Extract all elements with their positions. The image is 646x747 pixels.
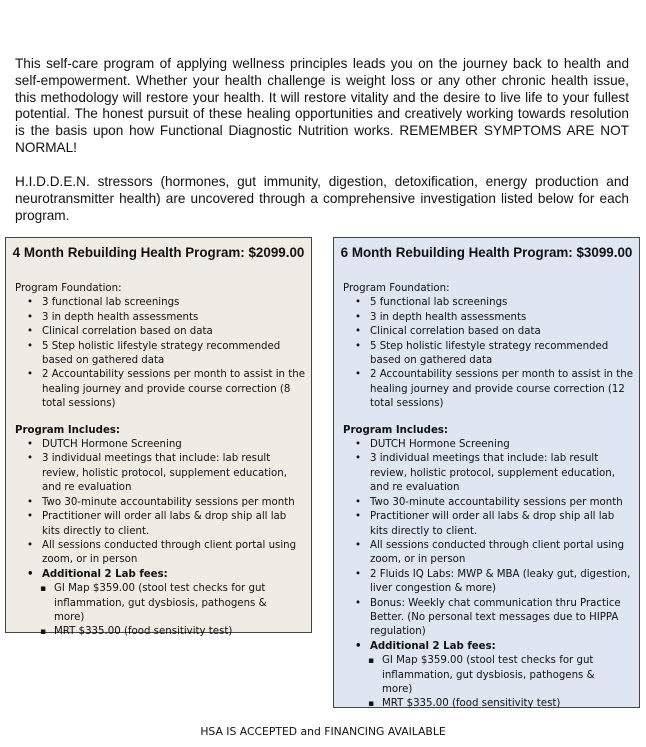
- additional-lab-fees-label: [6, 568, 311, 640]
- list-item: • 2 Accountability sessions per month to assist in the healing journey and provide course correction (12 total sessions): [334, 368, 639, 411]
- list-item: • Bonus: Weekly chat communication thru Practice Better. (No personal text messages due to HIPPA regulation): [334, 597, 639, 640]
- list-item: • Two 30-minute accountability sessions per month: [6, 496, 311, 510]
- list-item: ▪ MRT $335.00 (food sensitivity test): [6, 625, 305, 639]
- additional-label-text: Additional 2 Lab fees:: [42, 568, 168, 580]
- includes-label: Program Includes:: [343, 424, 449, 436]
- program-title: 6 Month Rebuilding Health Program: $3099.00: [340, 245, 633, 260]
- list-item: • 3 functional lab screenings: [6, 296, 311, 310]
- list-item: • All sessions conducted through client portal using zoom, or in person: [334, 539, 639, 568]
- foundation-label: Program Foundation:: [343, 283, 450, 294]
- intro-paragraph: This self-care program of applying wellness principles leads you on the journey back to health and self-empowerment. Whether your health challenge is weight loss or any other chronic health issue, this methodology will restore your health. It will restore vitality and the desire to live life to your fullest potential. The honest pursuit of these healing opportunities and creatively working towards resolution is the basis upon how Functional Diagnostic Nutrition works. REMEMBER SYMPTOMS ARE NOT NORMAL!: [15, 56, 629, 155]
- program-card-6-month: [333, 237, 640, 708]
- additional-label-text: Additional 2 Lab fees:: [370, 640, 496, 652]
- list-item: ▪ MRT $335.00 (food sensitivity test): [334, 697, 633, 711]
- lab-fees-list: [6, 582, 305, 640]
- includes-label: Program Includes:: [15, 424, 121, 436]
- list-item: • Two 30-minute accountability sessions per month: [334, 496, 639, 510]
- lab-fees-list: [334, 654, 633, 712]
- includes-list: [6, 438, 311, 640]
- hidden-stressors-paragraph: H.I.D.D.E.N. stressors (hormones, gut immunity, digestion, detoxification, energy production and neurotransmitter health) are uncovered through a comprehensive investigation listed below for each program.: [15, 174, 629, 223]
- list-item: • 3 individual meetings that include: lab result review, holistic protocol, supplement education, and re evaluation: [334, 452, 639, 495]
- list-item: ▪ GI Map $359.00 (stool test checks for gut inflammation, gut dysbiosis, pathogens & more): [334, 654, 633, 697]
- list-item: ▪ GI Map $359.00 (stool test checks for gut inflammation, gut dysbiosis, pathogens & more): [6, 582, 305, 625]
- program-title: 4 Month Rebuilding Health Program: $2099.00: [12, 245, 305, 260]
- list-item: • 2 Accountability sessions per month to assist in the healing journey and provide course correction (8 total sessions): [6, 368, 311, 411]
- list-item: • 5 functional lab screenings: [334, 296, 639, 310]
- list-item: • DUTCH Hormone Screening: [334, 438, 639, 452]
- list-item: • 5 Step holistic lifestyle strategy recommended based on gathered data: [334, 340, 639, 369]
- list-item: • Practitioner will order all labs & drop ship all lab kits directly to client.: [6, 510, 311, 539]
- list-item: • Clinical correlation based on data: [334, 325, 639, 339]
- foundation-label: Program Foundation:: [15, 283, 122, 294]
- list-item: • 3 individual meetings that include: lab result review, holistic protocol, supplement education, and re evaluation: [6, 452, 311, 495]
- list-item: • 2 Fluids IQ Labs: MWP & MBA (leaky gut, digestion, liver congestion & more): [334, 568, 639, 597]
- list-item: • 5 Step holistic lifestyle strategy recommended based on gathered data: [6, 340, 311, 369]
- program-card-4-month: [5, 237, 312, 638]
- list-item: • Clinical correlation based on data: [6, 325, 311, 339]
- footer-note: HSA IS ACCEPTED and FINANCING AVAILABLE: [200, 725, 446, 738]
- includes-list: [334, 438, 639, 712]
- list-item: • 3 in depth health assessments: [6, 311, 311, 325]
- list-item: • All sessions conducted through client portal using zoom, or in person: [6, 539, 311, 568]
- list-item: • 3 in depth health assessments: [334, 311, 639, 325]
- list-item: • Practitioner will order all labs & drop ship all lab kits directly to client.: [334, 510, 639, 539]
- foundation-list: [334, 296, 639, 411]
- additional-lab-fees-label: [334, 640, 639, 712]
- list-item: • DUTCH Hormone Screening: [6, 438, 311, 452]
- foundation-list: [6, 296, 311, 411]
